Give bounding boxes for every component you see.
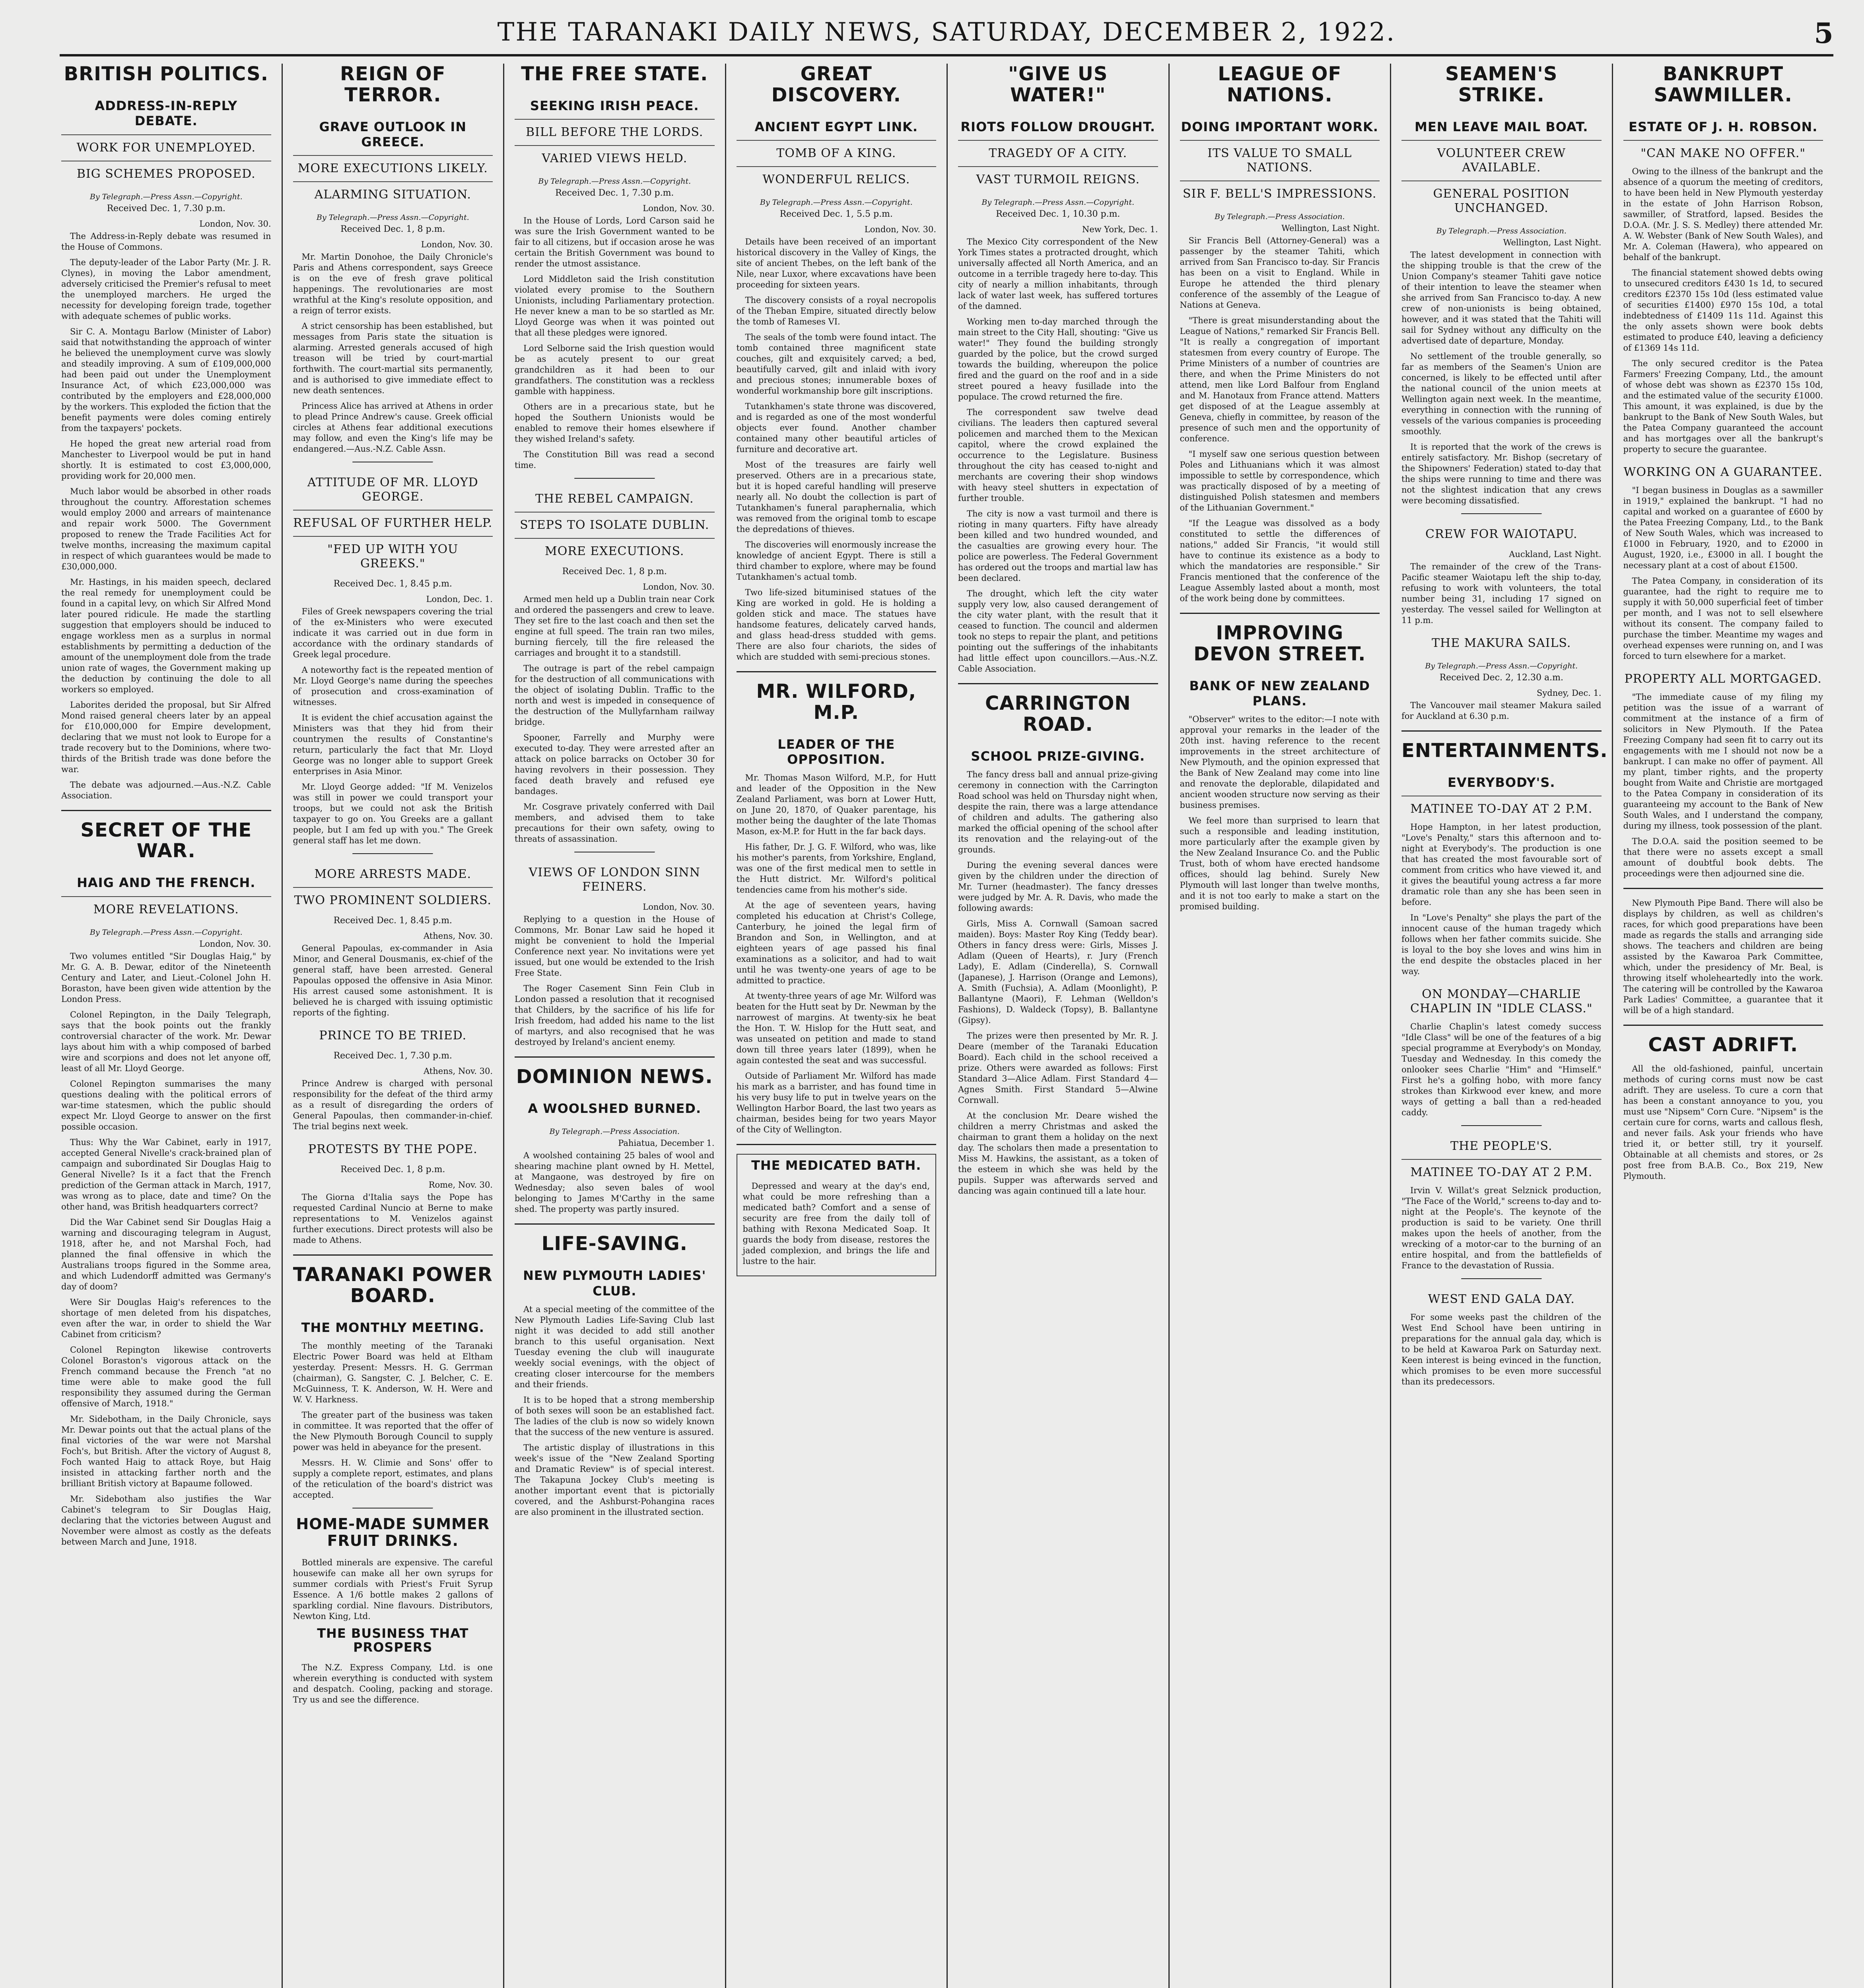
article-paragraph: "There is great misunderstanding about the League of Nations," remarked Sir Francis Bell. "It is really a congregation of important statesmen from every country of Europe. The Prime Ministers of a number of countries are there, and when the Prime Ministers do not attend, men like Lord Balfour from England and M. Hanotaux from France attend. Matters get disposed of at the League assembly at Geneva, chiefly in committee, by reason of the presence of such men and the opportunity of conference.: [1180, 315, 1380, 443]
article-deck: MORE ARRESTS MADE.: [314, 867, 472, 881]
article-paragraph: The Address-in-Reply debate was resumed in the House of Commons.: [61, 231, 271, 252]
article: [1401, 982, 1602, 1118]
article-paragraph: Mr. Hastings, in his maiden speech, declared the real remedy for unemployment could be found in a capital levy, on which Sir Alfred Mond later poured ridicule. He made the startling suggestion that employers should be induced to engage workless men as a surplus in normal establishments by permitting a deduction of the amount of the unemployment dole from the trade union rate of wages, the Government making up the deduction by continuing the dole to all workers so employed.: [61, 577, 271, 694]
article-headline: THE BUSINESS THAT PROSPERS: [317, 1625, 469, 1655]
article: [1180, 623, 1380, 912]
article-deck: GENERAL POSITION UNCHANGED.: [1401, 181, 1602, 221]
article-received: Received Dec. 1, 7.30 p.m.: [555, 188, 674, 198]
article-credit: By Telegraph.—Press Assn.—Copyright.: [316, 213, 469, 222]
article-deck: CREW FOR WAIOTAPU.: [1425, 527, 1578, 541]
article-received: Received Dec. 1, 7.30 p.m.: [333, 1051, 452, 1061]
article-headline: THE MEDICATED BATH.: [751, 1158, 921, 1173]
article-paragraph: Messrs. H. W. Climie and Sons' offer to supply a complete report, estimates, and plans of the reticulation of the board's district was accepted.: [293, 1458, 493, 1500]
article: [1401, 739, 1608, 977]
article-deck: BIG SCHEMES PROPOSED.: [61, 161, 271, 187]
article-paragraph: Details have been received of an important historical discovery in the Valley of Kings, the site of ancient Thebes, on the left bank of the Nile, near Luxor, where excavations have been proceeding for sixteen years.: [736, 237, 936, 289]
article-dateline: London, Nov. 30.: [643, 582, 715, 592]
article: [293, 1023, 493, 1132]
article-deck: VOLUNTEER CREW AVAILABLE.: [1401, 140, 1602, 181]
article: [293, 470, 493, 846]
column-3: [503, 64, 725, 1988]
column-8: [1612, 64, 1834, 1988]
article-paragraph: Hope Hampton, in her latest production, "Love's Penalty," stars this afternoon and to-night at Everybody's. The production is one that has created the most favourable sort of comment from critics who have viewed it, and it gives the beautiful young actress a far more dramatic role than any she has been seen in before.: [1401, 822, 1602, 907]
article: [1401, 631, 1602, 722]
article-paragraph: The Vancouver mail steamer Makura sailed for Auckland at 6.30 p.m.: [1401, 700, 1602, 721]
article-paragraph: We feel more than surprised to learn that such a responsible and leading institution, more particularly after the example given by the New Zealand Insurance Co. and the Public Trust, both of whom have erected handsome offices, should lag behind. Surely New Plymouth will last longer than twelve months, and it is not too early to make a start on the promised building.: [1180, 816, 1380, 912]
divider: [1401, 730, 1602, 732]
masthead: [60, 14, 1833, 56]
article-paragraph: The N.Z. Express Company, Ltd. is one wherein everything is conducted with system and despatch. Cooling, packing and storage. Try us and see the difference.: [293, 1663, 493, 1705]
article-paragraph: The financial statement showed debts owing to unsecured creditors £430 1s 1d, to secured creditors £2370 15s 10d (less estimated value of securities £1400) £970 15s 10d, a total indebtedness of £1409 11s 11d. Against this the only assets shown were book debts estimated to produce £40, leaving a deficiency of £1369 14s 11d.: [1623, 268, 1823, 353]
article-dateline: Athens, Nov. 30.: [424, 931, 493, 941]
article-paragraph: Working men to-day marched through the main street to the City Hall, shouting: "Give us water!" They found the building strongly guarded by the police, but the crowd surged towards the building, whereupon the police fired and the guard on the roof and in a side street poured a heavy fusillade into the populace. The crowd returned the fire.: [958, 316, 1158, 402]
article-credit: By Telegraph.—Press Assn.—Copyright.: [89, 192, 243, 201]
article-paragraph: Mr. Martin Donohoe, the Daily Chronicle's Paris and Athens correspondent, says Greece is on the eve of fresh grave political happenings. The revolutionaries are most wrathful at the King's resolute opposition, and a reign of terror exists.: [293, 252, 493, 316]
article-paragraph: The latest development in connection with the shipping trouble is that the crew of the Union Company's steamer Tahiti gave notice of their intention to leave the steamer when she arrived from San Francisco to-day. A new crew of non-unionists is being obtained, however, and it was stated that the Tahiti will sail for Sydney without any difficulty on the advertised date of departure, Monday.: [1401, 250, 1602, 346]
article-paragraph: Mr. Lloyd George added: "If M. Venizelos was still in power we could transport your troops, but we could not ask the British taxpayer to go on. You Greeks are a gallant people, but I am fed up with you." The Greek general staff has let me down.: [293, 782, 493, 846]
article-dateline: London, Nov. 30.: [421, 240, 493, 250]
article-deck: ANCIENT EGYPT LINK.: [754, 119, 918, 134]
article-paragraph: A woolshed containing 25 bales of wool and shearing machine plant owned by H. Mettel, at Mangaone, was destroyed by fire on Wednesday; also seven bales of wool belonging to James M'Carthy in the same shed. The property was partly insured.: [515, 1151, 715, 1214]
article-deck: BILL BEFORE THE LORDS.: [515, 119, 715, 145]
divider: [293, 1254, 493, 1256]
article-paragraph: Tutankhamen's state throne was discovered, and is regarded as one of the most wonderful objects ever found. Another chamber contained many other beautiful articles of furniture and decorative art.: [736, 401, 936, 454]
article-paragraph: At the conclusion Mr. Deare wished the children a merry Christmas and asked the chairman to grant them a holiday on the next day. The scholars then made a presentation to Miss M. Hawkins, the assistant, as a token of the esteem in which she was held by the pupils. Supper was afterwards served and dancing was again continued till a late hour.: [958, 1110, 1158, 1196]
article-paragraph: Two life-sized bituminised statues of the King are worked in gold. He is holding a golden stick and mace. The statues have handsome features, delicately carved hands, and glass head-dress studded with gems. There are also four chariots, the sides of which are studded with semi-precious stones.: [736, 587, 936, 662]
article-headline: SECRET OF THE WAR.: [80, 819, 252, 862]
article-paragraph: The discoveries will enormously increase the knowledge of ancient Egypt. There is still a third chamber to explore, where may be found Tutankhamen's actual tomb.: [736, 540, 936, 582]
article-deck: VARIED VIEWS HELD.: [515, 145, 715, 171]
article-paragraph: The D.O.A. said the position seemed to be that there were no assets except a small amount of doubtful book debts. The proceedings were then adjourned sine die.: [1623, 836, 1823, 878]
article-headline: CARRINGTON ROAD.: [985, 692, 1131, 736]
article-received: Received Dec. 1, 8 p.m.: [340, 1165, 445, 1175]
article-dateline: Athens, Nov. 30.: [424, 1066, 493, 1076]
article-headline: BANKRUPT SAWMILLER.: [1654, 64, 1792, 106]
column-grid: [60, 64, 1833, 1988]
article-paragraph: During the evening several dances were given by the children under the direction of Mr. Turner (headmaster). The fancy dresses were judged by Mr. A. R. Davis, who made the following awards:: [958, 860, 1158, 913]
article-paragraph: In "Love's Penalty" she plays the part of the innocent cause of the human tragedy which follows when her father commits suicide. She is loyal to the boy she loves and wins him in the end despite the obstacles placed in her way.: [1401, 913, 1602, 977]
article-paragraph: Bottled minerals are expensive. The careful housewife can make all her own syrups for summer cordials with Priest's Fruit Syrup Essence. A 1/6 bottle makes 2 gallons of sparkling cordial. Nine flavours. Distributors, Newton King, Ltd.: [293, 1557, 493, 1621]
article-paragraph: Mr. Thomas Mason Wilford, M.P., for Hutt and leader of the Opposition in the New Zealand Parliament, was born at Lower Hutt, on June 20, 1870, of Quaker parentage, his mother being the daughter of the late Thomas Mason, ex-M.P. for Hutt in the far back days.: [736, 773, 936, 837]
article-headline: IMPROVING DEVON STREET.: [1193, 621, 1366, 665]
column-7: [1390, 64, 1612, 1988]
divider: [61, 810, 271, 811]
article-paragraph: Most of the treasures are fairly well preserved. Others are in a precarious state, but it is hoped careful handling will preserve nearly all. No doubt the collection is part of Tutankhamen's funeral paraphernalia, which was removed from the original tomb to escape the depredations of thieves.: [736, 460, 936, 534]
article-headline: ENTERTAINMENTS.: [1401, 739, 1608, 762]
article: [1623, 1035, 1823, 1182]
article-paragraph: Colonel Repington likewise controverts Colonel Boraston's vigorous attack on the French command because the French "at no time were able to make good the full responsibility they assumed during the German offensive of March, 1918.": [61, 1345, 271, 1408]
article-received: Received Dec. 1, 7.30 p.m.: [107, 203, 225, 214]
article-paragraph: Were Sir Douglas Haig's references to the shortage of men deleted from his dispatches, even after the war, in order to shield the War Cabinet from criticism?: [61, 1297, 271, 1339]
article: [293, 862, 493, 1018]
article-paragraph: "I began business in Douglas as a sawmiller in 1919," explained the bankrupt. "I had no capital and worked on a guarantee of £600 by the Patea Freezing Company, Ltd., to the Bank of New South Wales, which was increased to £1000 in February, 1920, and to £2000 in August, 1920, i.e., £3000 in all. I bought the necessary plant at a cost of about £1500.: [1623, 485, 1823, 570]
article-paragraph: The seals of the tomb were found intact. The tomb contained three magnificent state couches, gilt and exquisitely carved; a bed, beautifully carved, gilt and inlaid with ivory and precious stones; innumerable boxes of wonderful workmanship bore gilt inscriptions.: [736, 332, 936, 396]
article: [1401, 64, 1602, 506]
article-paragraph: At the age of seventeen years, having completed his education at Christ's College, Canterbury, he joined the legal firm of Brandon and Son, in Wellington, and at eighteen years of age passed his final examinations as a solicitor, and had to wait until he was twenty-one years of age to be admitted to practice.: [736, 901, 936, 986]
article-headline: TARANAKI POWER BOARD.: [293, 1264, 493, 1307]
divider: [1461, 1125, 1542, 1126]
article-paragraph: The city is now a vast turmoil and there is rioting in many quarters. Fifty have already been killed and two hundred wounded, and the casualties are growing every hour. The police are powerless. The Federal Government has ordered out the troops and martial law has been declared.: [958, 509, 1158, 583]
article-paragraph: The correspondent saw twelve dead civilians. The leaders then captured several policemen and marched them to the Mexican capitol, where the crowd explained the occurrence to the Legislature. Business throughout the city has ceased to-night and merchants are covering their shop windows with heavy steel shutters in expectation of further trouble.: [958, 407, 1158, 503]
masthead-title: THE TARANAKI DAILY NEWS, SATURDAY, DECEMBER 2, 1922.: [497, 17, 1396, 47]
article-paragraph: The monthly meeting of the Taranaki Electric Power Board was held at Eltham yesterday. Present: Messrs. H. G. Gerrman (chairman), G. Sangster, C. J. Belcher, C. E. McGuinness, T. K. Anderson, W. H. Were and W. V. Harkness.: [293, 1341, 493, 1405]
article: [1623, 64, 1823, 455]
column-1: [60, 64, 282, 1988]
article-deck: TOMB OF A KING.: [737, 140, 937, 166]
article-dateline: Wellington, Last Night.: [1281, 223, 1380, 233]
divider: [958, 683, 1158, 684]
article-paragraph: The Constitution Bill was read a second time.: [515, 450, 715, 470]
article-deck: ALARMING SITUATION.: [293, 181, 493, 208]
divider: [1623, 1025, 1823, 1026]
article-credit: By Telegraph.—Press Assn.—Copyright.: [89, 928, 243, 937]
article-deck: WONDERFUL RELICS.: [737, 166, 937, 192]
article-paragraph: Laborites derided the proposal, but Sir Alfred Mond raised general cheers later by an appeal for £10,000,000 for Empire development, declaring that we must not look to Europe for a trade recovery but to the Dominions, where two-thirds of the British trade was done before the war.: [61, 700, 271, 774]
article: [61, 64, 271, 801]
article-deck: SCHOOL PRIZE-GIVING.: [971, 748, 1145, 764]
article-headline: SEAMEN'S STRIKE.: [1445, 64, 1558, 106]
article-dateline: Auckland, Last Night.: [1509, 549, 1602, 559]
article-paragraph: The drought, which left the city water supply very low, also caused derangement of the city water plant, with the result that it ceased to function. The council and aldermen took no steps to repair the plant, and petitions pointing out the sufferings of the inhabitants had little effect upon councillors.—Aus.-N.Z. Cable Association.: [958, 588, 1158, 674]
article-paragraph: Lord Selborne said the Irish question would be as acutely present to our great grandchildren as it had been to our grandfathers. The constitution was a reckless gamble with happiness.: [515, 344, 715, 396]
article-paragraph: Charlie Chaplin's latest comedy success "Idle Class" will be one of the features of a big special programme at Everybody's on Monday, Tuesday and Wednesday. In this comedy the onlooker sees Charlie "Him" and "Himself." First he's a golfing hobo, with more fancy strokes than Kirkwood ever knew, and more ways of getting a ball than a red-headed caddy.: [1401, 1022, 1602, 1118]
article: [515, 1233, 715, 1518]
article: [737, 64, 937, 662]
article: [737, 681, 937, 1135]
article-dateline: London, Nov. 30.: [199, 219, 271, 229]
article-paragraph: At twenty-three years of age Mr. Wilford was beaten for the Hutt seat by Dr. Newman by the narrowest of margins. At twenty-six he beat the Hon. T. W. Hislop for the Hutt seat, and was unseated on petition and made to stand down till three years later (1899), when he again contested the seat and was successful.: [736, 991, 936, 1066]
article: [293, 64, 493, 454]
article-paragraph: The Roger Casement Sinn Fein Club in London passed a resolution that it recognised that Childers, by the sacrifice of his life for Irish freedom, had added his name to the list of martyrs, and also recognised that he was destroyed by Ireland's ancient enemy.: [515, 984, 715, 1047]
article-paragraph: Lord Middleton said the Irish constitution violated every promise to the Southern Unionists, including Parliamentary protection. He never knew a man to be so startled as Mr. Lloyd George was when it was pointed out that all these pledges were ignored.: [515, 274, 715, 338]
article-dateline: New York, Dec. 1.: [1082, 224, 1158, 234]
article-dateline: Pahiatua, December 1.: [618, 1138, 715, 1148]
article: [515, 860, 715, 1048]
column-4: [725, 64, 947, 1988]
article: [61, 820, 271, 1547]
divider: [1180, 613, 1380, 614]
page-number: 5: [1814, 17, 1833, 50]
article-deck: MATINEE TO-DAY AT 2 P.M.: [1401, 796, 1602, 822]
article-received: Received Dec. 1, 8 p.m.: [562, 567, 667, 577]
article: [515, 1066, 715, 1215]
article-deck: HAIG AND THE FRENCH.: [77, 875, 256, 891]
article-paragraph: A noteworthy fact is the repeated mention of Mr. Lloyd George's name during the speeches of prosecution and cross-examination of witnesses.: [293, 665, 493, 707]
divider: [737, 671, 937, 672]
article-paragraph: "If the League was dissolved as a body constituted to settle the differences of nations," added Sir Francis, "it would still have to continue its existence as a body to which the mandatories are responsible." Sir Francis mentioned that the conference of the League Assembly lasted about a month, most of the work being done by committees.: [1180, 518, 1380, 603]
divider: [574, 478, 655, 479]
article-deck: DOING IMPORTANT WORK.: [1181, 119, 1378, 134]
divider: [1461, 1278, 1542, 1279]
article-paragraph: It is evident the chief accusation against the Ministers was that they hid from their countrymen the results of Constantine's return, particularly the fact that Mr. Lloyd George was no longer able to support Greek enterprises in Asia Minor.: [293, 713, 493, 777]
article-paragraph: Colonel Repington, in the Daily Telegraph, says that the book points out the frankly controversial character of the work. Mr. Dewar lays about him with a whip composed of barbed wire and scorpions and does not let anyone off, least of all Mr. Lloyd George.: [61, 1010, 271, 1073]
divider: [515, 1056, 715, 1058]
article-headline: GREAT DISCOVERY.: [771, 64, 901, 106]
divider: [352, 1508, 433, 1509]
divider: [352, 853, 433, 854]
article-paragraph: Much labor would be absorbed in other roads throughout the country. Afforestation schemes would employ 2000 and arrears of maintenance and repair work 5000. The Government proposed to renew the Trade Facilities Act for twelve months, increasing the maximum capital in respect of which guarantees would be made to £30,000,000.: [61, 486, 271, 571]
article-deck: A WOOLSHED BURNED.: [528, 1101, 702, 1116]
article-paragraph: Replying to a question in the House of Commons, Mr. Bonar Law said he hoped it might be convenient to hold the Imperial Conference next year. No invitations were yet issued, but one would be extended to the Irish Free State.: [515, 914, 715, 978]
article-deck: TRAGEDY OF A CITY.: [958, 140, 1158, 166]
article-paragraph: Mr. Cosgrave privately conferred with Dail members, and advised them to take precautions for their own safety, owing to threats of assassination.: [515, 802, 715, 844]
article-deck: WEST END GALA DAY.: [1428, 1292, 1575, 1307]
article-credit: By Telegraph.—Press Assn.—Copyright.: [538, 177, 691, 186]
article-paragraph: "Observer" writes to the editor:—I note with approval your remarks in the leader of the 20th inst. having reference to the recent improvements in the street architecture of New Plymouth, and the opinion expressed that the Bank of New Zealand may come into line and renovate the deplorable, dilapidated and ancient wooden structure now serving as their business premises.: [1180, 714, 1380, 810]
article-paragraph: Thus: Why the War Cabinet, early in 1917, accepted General Nivelle's crack-brained plan of campaign and subordinated Sir Douglas Haig to General Nivelle? Is it a fact that the French prediction of the German attack in March, 1917, was wrong as to place, date and time? On the other hand, was British headquarters correct?: [61, 1137, 271, 1211]
divider: [1461, 513, 1542, 514]
article-deck: REFUSAL OF FURTHER HELP.: [293, 510, 493, 536]
article: [1180, 64, 1380, 604]
article-paragraph: In the House of Lords, Lord Carson said he was sure the Irish Government wanted to be fair to all citizens, but if occasion arose he was certain the British Government was bound to render the utmost assistance.: [515, 216, 715, 269]
article-deck: PROTESTS BY THE POPE.: [308, 1142, 478, 1157]
article-paragraph: Prince Andrew is charged with personal responsibility for the defeat of the third army as a result of disregarding the orders of General Papoulas, then commander-in-chief. The trial begins next week.: [293, 1079, 493, 1132]
article-paragraph: The remainder of the crew of the Trans-Pacific steamer Waiotapu left the ship to-day, refusing to work with volunteers, the total number being 31, including 17 signed on yesterday. The vessel sailed for Wellington at 11 p.m.: [1401, 561, 1602, 625]
article-received: Received Dec. 1, 8 p.m.: [340, 224, 445, 235]
column-2: [282, 64, 503, 1988]
article-paragraph: The prizes were then presented by Mr. R. J. Deare (member of the Taranaki Education Board). Each child in the school received a prize. Others were awarded as follows: First Standard 3—Alice Adlam. First Standard 4—Agnes Smith. First Standard 5—Alwine Cornwall.: [958, 1031, 1158, 1105]
article-deck: VAST TURMOIL REIGNS.: [958, 166, 1158, 192]
article-dateline: Sydney, Dec. 1.: [1537, 688, 1602, 698]
article-headline: LEAGUE OF NATIONS.: [1218, 64, 1342, 106]
column-6: [1168, 64, 1390, 1988]
article-paragraph: The Mexico City correspondent of the New York Times states a protracted drought, which universally affected all North America, and an outcome in a terrible tragedy here to-day. This city of nearly a million inhabitants, through lack of water last week, has suffered tortures of the damned.: [958, 237, 1158, 311]
article-paragraph: Princess Alice has arrived at Athens in order to plead Prince Andrew's cause. Greek official circles at Athens fear additional executions may follow, and even the King's life may be endangered.—Aus.-N.Z. Cable Assn.: [293, 401, 493, 454]
article: [1623, 460, 1823, 662]
article-deck: "FED UP WITH YOU GREEKS.": [293, 536, 493, 577]
article-paragraph: At a special meeting of the committee of the New Plymouth Ladies Life-Saving Club last night it was decided to add still another branch to this useful organisation. Next Tuesday evening the club will inaugurate weekly social evenings, with the object of creating closer intercourse for the members and their friends.: [515, 1304, 715, 1389]
article-received: Received Dec. 1, 10.30 p.m.: [996, 209, 1120, 219]
article-deck: THE PEOPLE'S.: [1450, 1139, 1553, 1153]
article-paragraph: General Papoulas, ex-commander in Asia Minor, and General Dousmanis, ex-chief of the general staff, have been arrested. General Papoulas opposed the offensive in Asia Minor. His arrest caused some astonishment. It is believed he is charged with issuing optimistic reports of the fighting.: [293, 944, 493, 1018]
article: [293, 1516, 493, 1622]
article-deck: RIOTS FOLLOW DROUGHT.: [960, 119, 1156, 134]
article-paragraph: The artistic display of illustrations in this week's issue of the "New Zealand Sporting and Dramatic Review" is of special interest. The Takapuna Jockey Club's meeting is another important event that is pictorially covered, and the Ashburst-Pohangina races are also prominent in the illustrated section.: [515, 1442, 715, 1517]
article-paragraph: No settlement of the trouble generally, so far as members of the Seamen's Union are concerned, is likely to be effected until after the national council of the union meets at Wellington again next week. In the meantime, everything in connection with the running of vessels of the various companies is proceeding smoothly.: [1401, 351, 1602, 436]
article-deck: MORE EXECUTIONS LIKELY.: [293, 155, 493, 181]
article-headline: HOME-MADE SUMMER FRUIT DRINKS.: [296, 1515, 490, 1550]
article-credit: By Telegraph.—Press Assn.—Copyright.: [982, 198, 1135, 207]
article-paragraph: Sir Francis Bell (Attorney-General) was a passenger by the steamer Tahiti, which arrived from San Francisco to-day. Sir Francis has been on a visit to England. While in Europe he attended the third plenary conference of the assembly of the League of Nations at Geneva.: [1180, 235, 1380, 310]
article-paragraph: Did the War Cabinet send Sir Douglas Haig a warning and discouraging telegram in August, 1918, after he, and not Marshal Foch, had planned the final offensive in which the Australians troops figured in the Somme area, and which Ludendorff admitted was Germany's day of doom?: [61, 1217, 271, 1291]
article-paragraph: Outside of Parliament Mr. Wilford has made his mark as a barrister, and has found time in his very busy life to put in twelve years on the Wellington Harbor Board, the last two years as chairman, besides being for two years Mayor of the City of Wellington.: [736, 1071, 936, 1135]
article-deck: WORKING ON A GUARANTEE.: [1623, 465, 1823, 479]
article-headline: BRITISH POLITICS.: [64, 64, 268, 85]
article-received: Received Dec. 2, 12.30 a.m.: [1439, 672, 1563, 683]
article-paragraph: For some weeks past the children of the West End School have been untiring in preparations for the annual gala day, which is to be held at Kawaroa Park on Saturday next. Keen interest is being evinced in the function, which promises to be even more successful than its predecessors.: [1401, 1312, 1602, 1387]
article: [958, 693, 1158, 1196]
article-headline: DOMINION NEWS.: [516, 1066, 713, 1088]
article-credit: By Telegraph.—Press Association.: [1436, 226, 1567, 235]
article-deck: MATINEE TO-DAY AT 2 P.M.: [1401, 1159, 1602, 1185]
article-paragraph: He hoped the great new arterial road from Manchester to Liverpool would be put in hand shortly. It is estimated to cost £3,000,000, providing work for 20,000 men.: [61, 439, 271, 481]
divider: [737, 1144, 937, 1145]
article-paragraph: Files of Greek newspapers covering the trial of the ex-Ministers who were executed indicate it was carried out in due form in accordance with the ordinary standards of Greek legal procedure.: [293, 607, 493, 660]
article: [1401, 522, 1602, 626]
article-deck: MORE EXECUTIONS.: [515, 538, 715, 564]
article-deck: ITS VALUE TO SMALL NATIONS.: [1180, 140, 1380, 181]
article-headline: "GIVE US WATER!": [1008, 64, 1108, 106]
article-received: Received Dec. 1, 5.5 p.m.: [779, 209, 893, 219]
article-credit: By Telegraph.—Press Association.: [1215, 212, 1345, 221]
article-credit: By Telegraph.—Press Association.: [549, 1127, 680, 1136]
article-paragraph: "I myself saw one serious question between Poles and Lithuanians which it was almost impossible to settle by correspondence, which was practically disposed of by a meeting of distinguished Polish statesmen and members of the Lithuanian Government.": [1180, 449, 1380, 513]
article-paragraph: A strict censorship has been established, but messages from Paris state the situation is alarming. Arrested generals accused of high treason will be tried by court-martial forthwith. The court-martial sits permanently, and is authorised to give immediate effect to new death sentences.: [293, 321, 493, 396]
article-paragraph: Irvin V. Willat's great Selznick production, "The Face of the World," screens to-day and to-night at the People's. The keynote of the production is said to be variety. One thrill makes upon the heels of another, from the wrecking of a motor-car to the burning of an entire hospital, and from the battlefields of France to the devastation of Russia.: [1401, 1186, 1602, 1271]
article-deck: MORE REVELATIONS.: [61, 896, 271, 922]
article-dateline: Wellington, Last Night.: [1503, 237, 1602, 247]
article-paragraph: "The immediate cause of my filing my petition was the issue of a warrant of commitment at the instance of a firm of solicitors in New Plymouth. If the Patea Freezing Company had seen fit to carry out its engagements with me I should not now be a bankrupt. I can make no offer of payment. All my plant, timber rights, and the property bought from Waite and Christie are mortgaged to the Patea Company in consideration of its guaranteeing my account to the Bank of New South Wales, and I understand the company, during my illness, took possession of the plant.: [1623, 692, 1823, 831]
article-dateline: London, Nov. 30.: [643, 902, 715, 912]
article-paragraph: The greater part of the business was taken in committee. It was reported that the offer of the New Plymouth Borough Council to supply power was held in abeyance for the present.: [293, 1410, 493, 1452]
article-paragraph: Armed men held up a Dublin train near Cork and ordered the passengers and crew to leave. They set fire to the last coach and then set the engine at full speed. The train ran two miles, burning fiercely, till the fire released the carriages and brought it to a standstill.: [515, 594, 715, 658]
article-deck: NEW PLYMOUTH LADIES' CLUB.: [523, 1268, 706, 1299]
article-paragraph: Mr. Sidebotham, in the Daily Chronicle, says Mr. Dewar points out that the actual plans of the final victories of the war were not Marshal Foch's, but British. After the victory of August 8, Foch wanted Haig to attack Roye, but Haig insisted in attacking farther north and the brilliant British victory at Bapaume followed.: [61, 1414, 271, 1488]
article-deck: SIR F. BELL'S IMPRESSIONS.: [1180, 181, 1380, 207]
article-headline: MR. WILFORD, M.P.: [756, 680, 917, 724]
article-deck: ADDRESS-IN-REPLY DEBATE.: [95, 98, 238, 129]
article-paragraph: The outrage is part of the rebel campaign for the destruction of all communications with the object of isolating Dublin. Traffic to the north and west is impeded in consequence of the destruction of the Mullyfarnham railway bridge.: [515, 664, 715, 727]
article: [293, 1264, 493, 1501]
article-deck: STEPS TO ISOLATE DUBLIN.: [515, 512, 715, 538]
article-headline: REIGN OF TERROR.: [340, 64, 446, 106]
article-paragraph: It is to be hoped that a strong membership of both sexes will soon be an established fact. The ladies of the club is now so widely known that the success of the new venture is assured.: [515, 1395, 715, 1437]
article-paragraph: Depressed and weary at the day's end, what could be more refreshing than a medicated bath? Comfort and a sense of security are free from the daily toll of bathing with Rexona Medicated Soap. It guards the body from disease, restores the jaded complexion, and brings the life and lustre to the hair.: [742, 1181, 930, 1266]
article-paragraph: The deputy-leader of the Labor Party (Mr. J. R. Clynes), in moving the Labor amendment, adversely criticised the Premier's refusal to meet the unemployed marchers. He urged the necessity for developing foreign trade, together with adequate schemes of public works.: [61, 257, 271, 321]
article: [515, 64, 715, 471]
article-paragraph: Colonel Repington summarises the many questions dealing with the political errors of war-time statesmen, which the public should expect Mr. Lloyd George to answer on the first possible occasion.: [61, 1079, 271, 1132]
article: [1401, 1134, 1602, 1271]
article-deck: ATTITUDE OF MR. LLOYD GEORGE.: [307, 476, 478, 504]
column-5: [947, 64, 1168, 1988]
article-dateline: London, Dec. 1.: [426, 594, 493, 604]
article-dateline: London, Nov. 30.: [199, 939, 271, 949]
article-deck: EVERYBODY'S.: [1447, 775, 1555, 790]
divider: [1623, 888, 1823, 889]
article-paragraph: It is reported that the work of the crews is entirely satisfactory. Mr. Bishop (secretary of the Shipowners' Federation) stated to-day that the ships were running to time and there was not the slightest indication that any crews were becoming dissatisfied.: [1401, 442, 1602, 505]
article-paragraph: The only secured creditor is the Patea Farmers' Freezing Company, Ltd., the amount of whose debt was shown as £2370 15s 10d, and the estimated value of the security £1000. This amount, it was explained, is due by the bankrupt to the Bank of New South Wales, but the Patea Company guaranteed the account and has mortgages over all the bankrupt's property to secure the guarantee.: [1623, 358, 1823, 454]
article-headline: CAST ADRIFT.: [1648, 1033, 1798, 1056]
article-headline: THE FREE STATE.: [521, 64, 708, 85]
article-paragraph: All the old-fashioned, painful, uncertain methods of curing corns must now be cast adrift. They are useless. To cure a corn that has been a constant annoyance to you, you must use "Nipsem" Corn Cure. "Nipsem" is the certain cure for corns, warts and callous flesh, and never fails. Ask your friends who have tried it, or better still, try it yourself. Obtainable at all chemists and stores, or 2s post free from B.A.B. Co., Box 219, New Plymouth.: [1623, 1064, 1823, 1181]
article-paragraph: The discovery consists of a royal necropolis of the Theban Empire, situated directly below the tomb of Rameses VI.: [736, 295, 936, 326]
divider: [515, 1223, 715, 1225]
article: [1623, 666, 1823, 879]
divider: [352, 462, 433, 463]
article-credit: By Telegraph.—Press Assn.—Copyright.: [1425, 661, 1578, 670]
article-received: Received Dec. 1, 8.45 p.m.: [333, 579, 452, 589]
article-paragraph: The fancy dress ball and annual prize-giving ceremony in connection with the Carrington Road school was held on Thursday night when, despite the rain, there was a large attendance of children and adults. The gathering also marked the official opening of the school after its renovation and the relaying-out of the grounds.: [958, 769, 1158, 854]
article-deck: GRAVE OUTLOOK IN GREECE.: [319, 119, 467, 149]
article-deck: SEEKING IRISH PEACE.: [530, 98, 699, 113]
article-deck: ON MONDAY—CHARLIE CHAPLIN IN "IDLE CLASS.": [1410, 987, 1593, 1016]
article-deck: "CAN MAKE NO OFFER.": [1623, 140, 1823, 166]
article-paragraph: His father, Dr. J. G. F. Wilford, who was, like his mother's parents, from Yorkshire, England, was one of the first medical men to settle in the Hutt district. Mr. Wilford's political tendencies came from his mother's side.: [736, 842, 936, 895]
article-dateline: London, Nov. 30.: [864, 224, 936, 234]
article-paragraph: Sir C. A. Montagu Barlow (Minister of Labor) said that notwithstanding the approach of winter he believed the unemployment curve was slowly and steadily improving. A sum of £109,000,000 had been paid out under the Unemployment Insurance Act, of which £23,000,000 was contributed by the employers and £28,000,000 by the workers. This exploded the fiction that the benefit payments were doles coming entirely from the taxpayers' pockets.: [61, 326, 271, 433]
article-deck: PRINCE TO BE TRIED.: [319, 1029, 467, 1043]
article: [1623, 898, 1823, 1016]
article-paragraph: Girls, Miss A. Cornwall (Samoan sacred maiden). Boys: Master Roy King (Teddy bear). Others in fancy dress were: Girls, Misses J. Adlam (Queen of Hearts), r. Jury (French Lady), E. Adlam (Cinderella), S. Cornwall (Japanese), J. Harrison (Orange and Lemons), A. Smith (Fuchsia), A. Adlam (Moonlight), P. Ballantyne (Maori), F. Lehman (Welldon's Fashions), D. Waldeck (Topsy), B. Ballantyne (Gipsy).: [958, 918, 1158, 1025]
article-dateline: Rome, Nov. 30.: [428, 1180, 493, 1190]
article-paragraph: Others are in a precarious state, but he hoped the Southern Unionists would be enabled to remove their homes elsewhere if they wished Ireland's safety.: [515, 402, 715, 444]
article-paragraph: The debate was adjourned.—Aus.-N.Z. Cable Association.: [61, 780, 271, 800]
article: [293, 1627, 493, 1705]
article: [515, 486, 715, 845]
article: [1401, 1287, 1602, 1387]
article-paragraph: Mr. Sidebotham also justifies the War Cabinet's telegram to Sir Douglas Haig, declaring that the victories between August and November were almost as costly as the defeats between March and June, 1918.: [61, 1494, 271, 1547]
article-received: Received Dec. 1, 8.45 p.m.: [333, 916, 452, 926]
article-paragraph: The Giorna d'Italia says the Pope has requested Cardinal Nuncio at Berne to make representations to M. Venizelos against further executions. Direct protests will also be made to Athens.: [293, 1192, 493, 1245]
article-deck: THE MAKURA SAILS.: [1432, 636, 1571, 650]
article-deck: VIEWS OF LONDON SINN FEINERS.: [529, 866, 700, 894]
divider: [574, 852, 655, 853]
article-deck: LEADER OF THE OPPOSITION.: [777, 736, 895, 767]
article-paragraph: The Patea Company, in consideration of its guarantee, had the right to require me to supply it with 50,000 superficial feet of timber per month, and I was not to sell elsewhere without its consent. The company failed to purchase the timber. Meantime my wages and overhead expenses were running on, and I was forced to turn elsewhere for a market.: [1623, 576, 1823, 661]
article-deck: THE MONTHLY MEETING.: [301, 1320, 484, 1335]
article-deck: TWO PROMINENT SOLDIERS.: [293, 887, 493, 913]
article: [293, 1137, 493, 1246]
article-deck: PROPERTY ALL MORTGAGED.: [1624, 672, 1822, 686]
article-dateline: London, Nov. 30.: [643, 204, 715, 214]
article-deck: BANK OF NEW ZEALAND PLANS.: [1189, 678, 1370, 709]
article: [737, 1154, 937, 1276]
article-deck: THE REBEL CAMPAIGN.: [535, 492, 694, 506]
article-paragraph: Owing to the illness of the bankrupt and the absence of a quorum the meeting of creditors, to have been held in New Plymouth yesterday in the estate of John Harrison Robson, sawmiller, of Stratford, lapsed. Besides the D.O.A. (Mr. J. S. S. Medley) there attended Mr. A. W. Webster (Bank of New South Wales), and Mr. A. Coleman (Hawera), who appeared on behalf of the bankrupt.: [1623, 166, 1823, 262]
article-deck: WORK FOR UNEMPLOYED.: [61, 134, 271, 161]
article-paragraph: Spooner, Farrelly and Murphy were executed to-day. They were arrested after an attack on police barracks on October 30 for having revolvers in their possession. They faced death bravely and refused eye bandages.: [515, 733, 715, 796]
article: [958, 64, 1158, 674]
article-credit: By Telegraph.—Press Assn.—Copyright.: [760, 198, 913, 207]
article-deck: MEN LEAVE MAIL BOAT.: [1415, 119, 1588, 134]
article-paragraph: Two volumes entitled "Sir Douglas Haig," by Mr. G. A. B. Dewar, editor of the Nineteenth Century and Later, and Lieut.-Colonel John H. Boraston, have been given wide attention by the London Press.: [61, 951, 271, 1004]
article-deck: ESTATE OF J. H. ROBSON.: [1629, 119, 1818, 134]
article-paragraph: New Plymouth Pipe Band. There will also be displays by children, as well as children's races, for which good preparations have been made as regards the stalls and arranging side shows. The teachers and children are being assisted by the Kawaroa Park Committee, which, under the presidency of Mr. Beal, is throwing itself wholeheartedly into the work. The catering will be controlled by the Kawaroa Park Ladies' Committee, a guarantee that it will be of a high standard.: [1623, 898, 1823, 1015]
article-headline: LIFE-SAVING.: [541, 1233, 688, 1255]
